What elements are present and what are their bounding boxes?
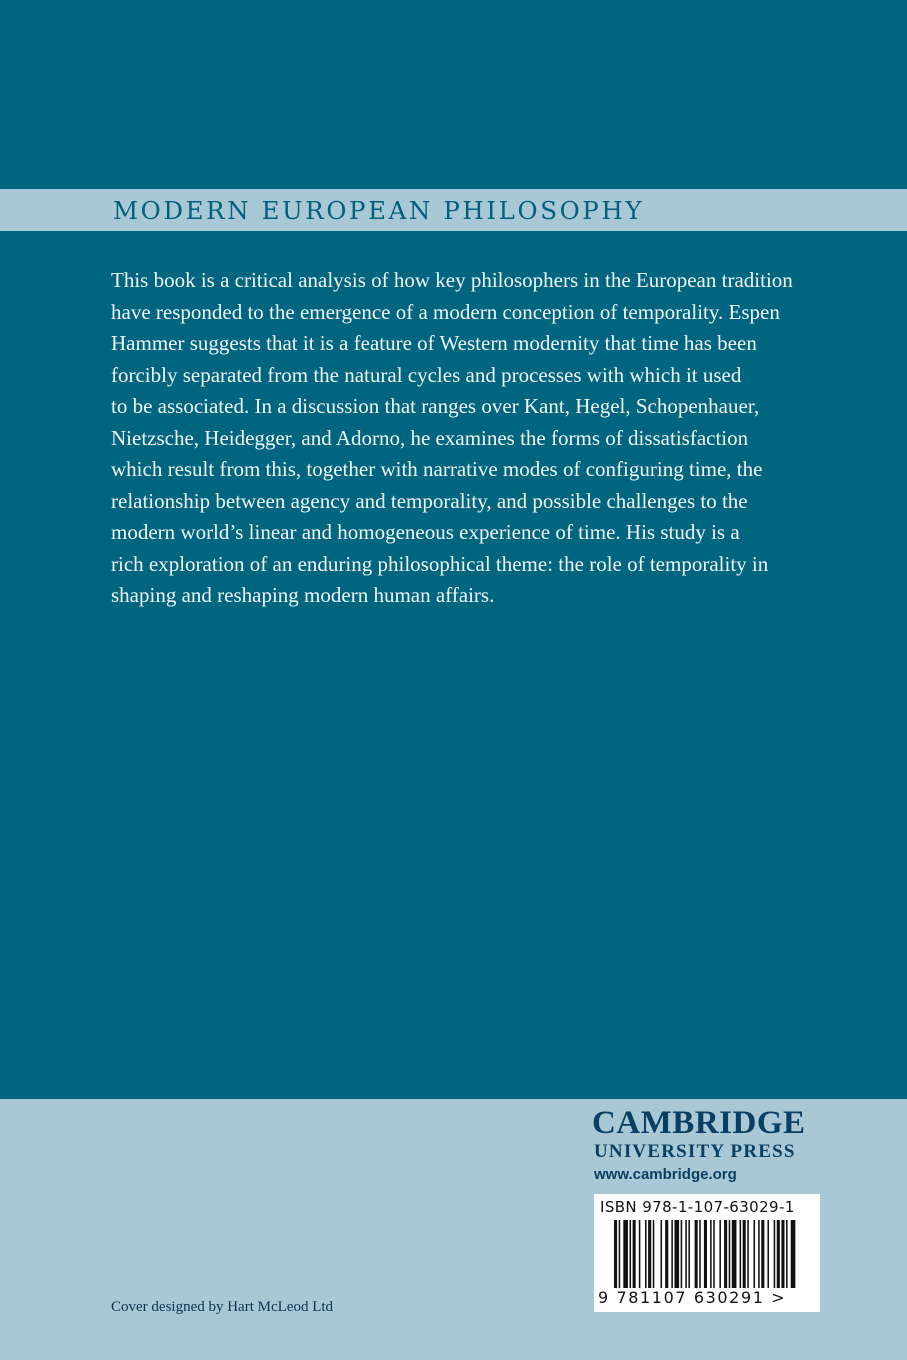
barcode-bar bbox=[747, 1220, 749, 1288]
barcode-bar bbox=[729, 1220, 731, 1288]
barcode-bar bbox=[754, 1220, 756, 1288]
barcode-bar bbox=[614, 1220, 617, 1288]
barcode-box bbox=[594, 1194, 820, 1312]
blurb-line: Hammer suggests that it is a feature of Western modernity that time has been bbox=[111, 331, 757, 355]
barcode-bar bbox=[633, 1220, 636, 1288]
barcode-bar bbox=[619, 1220, 621, 1288]
blurb-line: which result from this, together with narrative modes of configuring time, the bbox=[111, 457, 763, 481]
barcode-bar bbox=[761, 1220, 764, 1288]
barcode-bar bbox=[695, 1220, 698, 1288]
barcode-bar bbox=[713, 1220, 715, 1288]
barcode-bar bbox=[732, 1220, 737, 1288]
barcode-bar bbox=[777, 1220, 780, 1288]
blurb-line: shaping and reshaping modern human affairs. bbox=[111, 583, 495, 607]
barcode-bar bbox=[630, 1220, 632, 1288]
barcode-bar bbox=[623, 1220, 628, 1288]
barcode-bar bbox=[685, 1220, 687, 1288]
publisher-url: www.cambridge.org bbox=[594, 1166, 737, 1183]
barcode-bar bbox=[786, 1220, 788, 1288]
barcode-bar bbox=[710, 1220, 712, 1288]
barcode-bar bbox=[781, 1220, 784, 1288]
barcode-bar bbox=[791, 1220, 796, 1288]
barcode-icon bbox=[598, 1220, 816, 1290]
barcode-bar bbox=[661, 1220, 663, 1288]
barcode-bar bbox=[671, 1220, 673, 1288]
blurb-line: This book is a critical analysis of how key philosophers in the European tradition bbox=[111, 268, 793, 292]
barcode-bar bbox=[704, 1220, 707, 1288]
blurb-line: to be associated. In a discussion that ranges over Kant, Hegel, Schopenhauer, bbox=[111, 394, 760, 418]
barcode-bar bbox=[699, 1220, 701, 1288]
blurb-line: forcibly separated from the natural cycles and processes with which it used bbox=[111, 362, 742, 387]
barcode-bar bbox=[674, 1220, 679, 1288]
barcode-bar bbox=[740, 1220, 742, 1288]
book-blurb bbox=[111, 265, 801, 612]
barcode-bar bbox=[774, 1220, 776, 1288]
publisher-name: CAMBRIDGE bbox=[592, 1105, 806, 1141]
barcode-bar bbox=[665, 1220, 668, 1288]
cover-credit: Cover designed by Hart McLeod Ltd bbox=[111, 1299, 334, 1315]
barcode-bar bbox=[653, 1220, 655, 1288]
barcode-bar bbox=[767, 1220, 769, 1288]
barcode-bar bbox=[645, 1220, 647, 1288]
blurb-line: relationship between agency and temporality, and possible challenges to the bbox=[111, 488, 748, 513]
barcode-bar bbox=[639, 1220, 641, 1288]
isbn-label: ISBN 978-1-107-63029-1 bbox=[600, 1198, 795, 1216]
barcode-bar bbox=[719, 1220, 721, 1288]
barcode-bar bbox=[648, 1220, 651, 1288]
barcode-bar bbox=[688, 1220, 690, 1288]
barcode-digits: 9 781107 630291 > bbox=[598, 1288, 787, 1307]
barcode-bar bbox=[724, 1220, 727, 1288]
blurb-line: Nietzsche, Heidegger, and Adorno, he examines the forms of dissatisfaction bbox=[111, 425, 749, 450]
series-title: MODERN EUROPEAN PHILOSOPHY bbox=[113, 196, 645, 225]
barcode-bar bbox=[681, 1220, 683, 1288]
blurb-line: have responded to the emergence of a modern conception of temporality. Espen bbox=[111, 299, 780, 324]
blurb-line: rich exploration of an enduring philosophical theme: the role of temporality in bbox=[111, 551, 769, 576]
barcode-bar bbox=[743, 1220, 746, 1288]
barcode-bar bbox=[758, 1220, 760, 1288]
blurb-line: modern world’s linear and homogeneous experience of time. His study is a bbox=[111, 520, 740, 544]
publisher-subname: UNIVERSITY PRESS bbox=[594, 1141, 796, 1162]
